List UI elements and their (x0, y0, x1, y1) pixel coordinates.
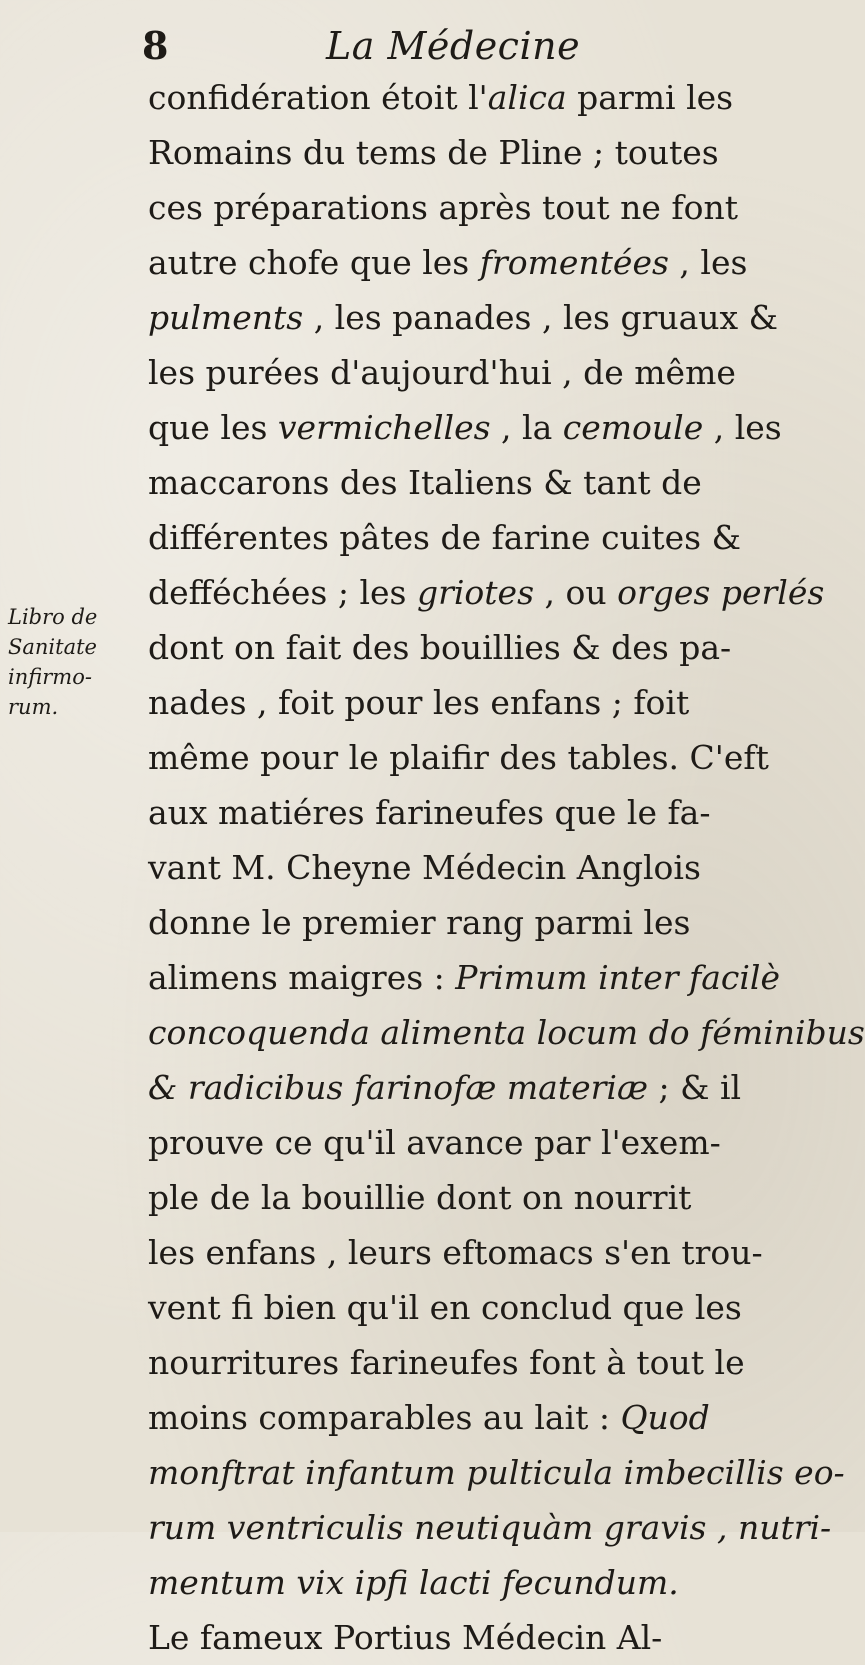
roman-text: même pour le plaifir des tables. C'eft (148, 738, 769, 777)
roman-text: , les panades , les gruaux & (303, 298, 779, 337)
roman-text: différentes pâtes de farine cuites & (148, 518, 741, 557)
text-line (148, 510, 788, 565)
roman-text: vant M. Cheyne Médecin Anglois (148, 848, 701, 887)
roman-text: , ou (534, 573, 618, 612)
italic-text: griotes (416, 573, 535, 612)
text-line (148, 1555, 788, 1610)
text-line (148, 1610, 788, 1665)
italic-text: Quod (620, 1398, 710, 1437)
roman-text: aux matiéres farineufes que le fa- (148, 793, 711, 832)
page-header (0, 18, 800, 74)
roman-text: les purées d'aujourd'hui , de même (148, 353, 736, 392)
italic-text: pulments (148, 298, 304, 337)
roman-text: nades , foit pour les enfans ; foit (148, 683, 690, 722)
margin-note (8, 602, 138, 722)
roman-text: autre chofe que les (148, 243, 480, 282)
italic-text: cemoule (562, 408, 704, 447)
italic-text: fromentées (479, 243, 669, 282)
text-line (148, 1280, 788, 1335)
text-line (148, 400, 788, 455)
text-line (148, 125, 788, 180)
text-line (148, 345, 788, 400)
italic-text: & radicibus farinofæ materiæ (148, 1068, 648, 1107)
italic-text: orges perlés (617, 573, 825, 612)
margin-note-line: infirmo- (8, 665, 92, 689)
text-line (148, 620, 788, 675)
roman-text: Romains du tems de Pline ; toutes (148, 133, 719, 172)
text-line (148, 290, 788, 345)
roman-text: , la (490, 408, 563, 447)
roman-text: nourritures farineufes font à tout le (148, 1343, 745, 1382)
text-line (148, 70, 788, 125)
roman-text: confidération étoit l' (148, 78, 488, 117)
roman-text: ; & il (648, 1068, 742, 1107)
text-line (148, 1390, 788, 1445)
text-line (148, 565, 825, 620)
roman-text: alimens maigres : (148, 958, 456, 997)
text-line (148, 1115, 788, 1170)
margin-note-line: rum. (8, 695, 59, 719)
roman-text: parmi les (566, 78, 734, 117)
roman-text: , les (703, 408, 782, 447)
margin-note-line: Libro de (8, 605, 98, 629)
roman-text: donne le premier rang parmi les (148, 903, 691, 942)
page-number: 8 (142, 23, 169, 68)
roman-text: , les (668, 243, 748, 282)
text-line (148, 785, 788, 840)
roman-text: les enfans , leurs eftomacs s'en trou- (148, 1233, 763, 1272)
italic-text: Primum inter facilè (455, 958, 780, 997)
italic-text: rum ventriculis neutiquàm gravis , nutri- (148, 1508, 832, 1547)
text-line (148, 455, 788, 510)
text-line (148, 730, 788, 785)
text-line (148, 1500, 832, 1555)
roman-text: defféchées ; les (148, 573, 417, 612)
italic-text: monftrat infantum pulticula imbecillis eo- (148, 1453, 845, 1492)
text-line (148, 950, 788, 1005)
roman-text: Le fameux Portius Médecin Al- (148, 1618, 663, 1657)
roman-text: maccarons des Italiens & tant de (148, 463, 702, 502)
italic-text: vermichelles (277, 408, 491, 447)
margin-note-line: Sanitate (8, 635, 97, 659)
roman-text: ple de la bouillie dont on nourrit (148, 1178, 692, 1217)
roman-text: ces préparations après tout ne font (148, 188, 739, 227)
text-line (148, 1170, 788, 1225)
italic-text: alica (487, 78, 567, 117)
roman-text: dont on fait des bouillies & des pa- (148, 628, 732, 667)
text-line (148, 235, 788, 290)
text-line (148, 1335, 788, 1390)
text-line (148, 675, 788, 730)
text-line (148, 1060, 788, 1115)
text-line (148, 840, 788, 895)
roman-text: que les (148, 408, 278, 447)
roman-text: moins comparables au lait : (148, 1398, 621, 1437)
running-title: La Médecine (326, 24, 581, 68)
italic-text: mentum vix ipfi lacti fecundum. (148, 1563, 679, 1602)
italic-text: concoquenda alimenta locum do féminibus (148, 1013, 865, 1052)
text-line (148, 180, 788, 235)
body-text (148, 70, 865, 1665)
text-line (148, 1445, 845, 1500)
text-line (148, 1225, 788, 1280)
roman-text: vent fi bien qu'il en conclud que les (148, 1288, 742, 1327)
text-line (148, 895, 788, 950)
roman-text: prouve ce qu'il avance par l'exem- (148, 1123, 721, 1162)
text-line (148, 1005, 865, 1060)
